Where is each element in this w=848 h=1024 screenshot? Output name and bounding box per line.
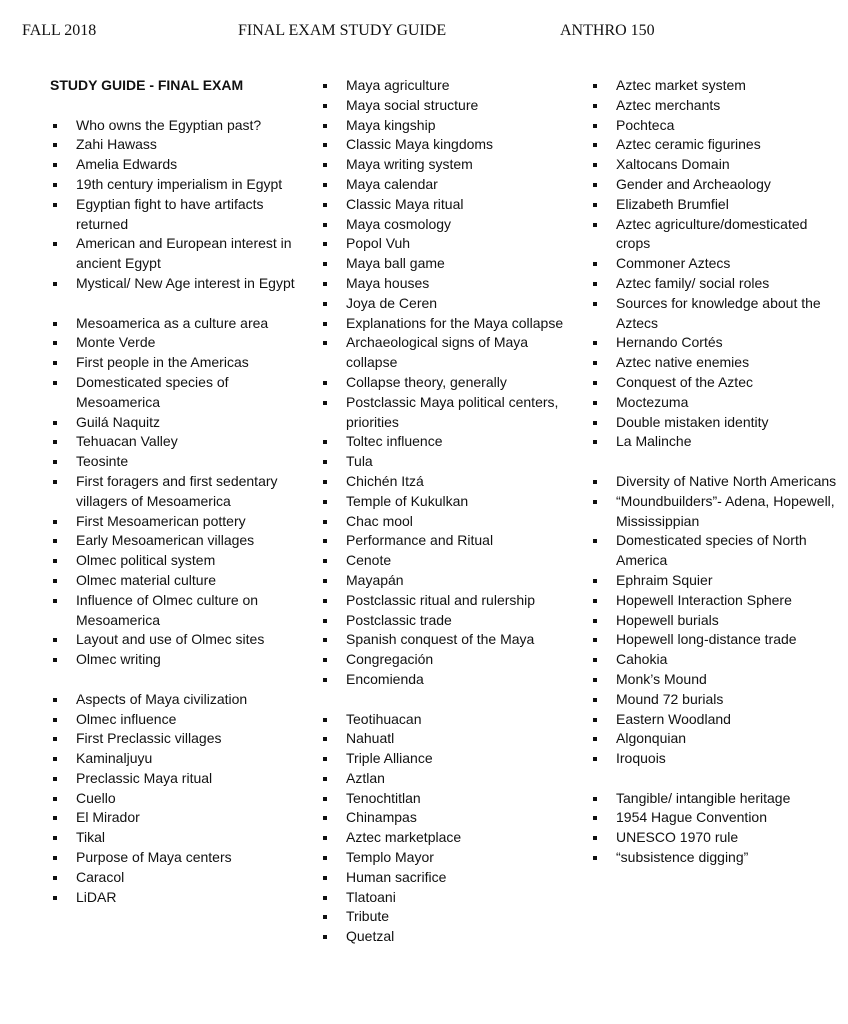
topic-item: Double mistaken identity	[588, 413, 838, 433]
topic-item: Postclassic ritual and rulership	[318, 591, 568, 611]
topic-item: Olmec material culture	[48, 571, 298, 591]
topic-item: Nahuatl	[318, 729, 568, 749]
topic-item: El Mirador	[48, 808, 298, 828]
topic-item: Amelia Edwards	[48, 155, 298, 175]
topic-item: Spanish conquest of the Maya	[318, 630, 568, 650]
topic-item: Quetzal	[318, 927, 568, 947]
topic-item: Cahokia	[588, 650, 838, 670]
topic-item: “subsistence digging”	[588, 848, 838, 868]
topic-item: Pochteca	[588, 116, 838, 136]
topic-item: Maya social structure	[318, 96, 568, 116]
page-header	[0, 22, 848, 44]
header-title: FINAL EXAM STUDY GUIDE	[238, 22, 447, 39]
topic-item: Guilá Naquitz	[48, 413, 298, 433]
topic-item: American and European interest in ancient Egypt	[48, 234, 298, 274]
topic-item: Domesticated species of Mesoamerica	[48, 373, 298, 413]
group-spacer	[318, 690, 568, 710]
topic-item: Diversity of Native North Americans	[588, 472, 838, 492]
topic-item: Cenote	[318, 551, 568, 571]
topic-item: Purpose of Maya centers	[48, 848, 298, 868]
topic-item: Algonquian	[588, 729, 838, 749]
topic-item: Triple Alliance	[318, 749, 568, 769]
topic-item: Aztec family/ social roles	[588, 274, 838, 294]
topic-item: Aztec native enemies	[588, 353, 838, 373]
topic-item: Hopewell Interaction Sphere	[588, 591, 838, 611]
topic-item: First foragers and first sedentary villagers of Mesoamerica	[48, 472, 298, 512]
topic-item: Mound 72 burials	[588, 690, 838, 710]
topic-item: Maya houses	[318, 274, 568, 294]
topic-item: Who owns the Egyptian past?	[48, 116, 298, 136]
topic-item: First Mesoamerican pottery	[48, 512, 298, 532]
topic-item: Tehuacan Valley	[48, 432, 298, 452]
topic-item: First people in the Americas	[48, 353, 298, 373]
topic-item: Aztec agriculture/domesticated crops	[588, 215, 838, 255]
topic-item: Cuello	[48, 789, 298, 809]
topic-item: Encomienda	[318, 670, 568, 690]
topic-item: Sources for knowledge about the Aztecs	[588, 294, 838, 334]
topic-item: Postclassic Maya political centers, priorities	[318, 393, 568, 433]
topic-item: Chinampas	[318, 808, 568, 828]
topic-list	[588, 789, 838, 868]
topic-item: Tikal	[48, 828, 298, 848]
topic-item: Tribute	[318, 907, 568, 927]
topic-item: Eastern Woodland	[588, 710, 838, 730]
topic-item: Early Mesoamerican villages	[48, 531, 298, 551]
topic-item: Monk’s Mound	[588, 670, 838, 690]
topic-item: Aztec market system	[588, 76, 838, 96]
topic-item: Aztlan	[318, 769, 568, 789]
topic-item: Tula	[318, 452, 568, 472]
topic-item: Archaeological signs of Maya collapse	[318, 333, 568, 373]
topic-item: Maya writing system	[318, 155, 568, 175]
topic-item: Elizabeth Brumfiel	[588, 195, 838, 215]
topic-item: Kaminaljuyu	[48, 749, 298, 769]
topic-item: Moctezuma	[588, 393, 838, 413]
topic-item: Chichén Itzá	[318, 472, 568, 492]
topic-item: Commoner Aztecs	[588, 254, 838, 274]
topic-list	[48, 690, 298, 908]
topic-item: Olmec writing	[48, 650, 298, 670]
topic-list	[318, 710, 568, 948]
topic-item: Gender and Archeaology	[588, 175, 838, 195]
group-spacer	[48, 670, 298, 690]
topic-item: Maya ball game	[318, 254, 568, 274]
topic-item: Chac mool	[318, 512, 568, 532]
topic-item: Iroquois	[588, 749, 838, 769]
topic-item: Mystical/ New Age interest in Egypt	[48, 274, 298, 294]
topic-item: Tangible/ intangible heritage	[588, 789, 838, 809]
guide-title: STUDY GUIDE - FINAL EXAM	[50, 77, 244, 93]
topic-item: Classic Maya ritual	[318, 195, 568, 215]
topic-item: Aspects of Maya civilization	[48, 690, 298, 710]
topic-list	[588, 472, 838, 769]
topic-item: Popol Vuh	[318, 234, 568, 254]
topic-item: 1954 Hague Convention	[588, 808, 838, 828]
topic-item: LiDAR	[48, 888, 298, 908]
topic-item: Tenochtitlan	[318, 789, 568, 809]
group-spacer	[588, 452, 838, 472]
topic-item: Influence of Olmec culture on Mesoamerica	[48, 591, 298, 631]
topic-item: Explanations for the Maya collapse	[318, 314, 568, 334]
topic-item: Zahi Hawass	[48, 135, 298, 155]
topic-list	[48, 116, 298, 294]
topic-item: Mayapán	[318, 571, 568, 591]
column-1	[48, 76, 298, 907]
topic-item: Maya cosmology	[318, 215, 568, 235]
topic-list	[588, 76, 838, 452]
topic-item: Postclassic trade	[318, 611, 568, 631]
topic-item: Maya agriculture	[318, 76, 568, 96]
topic-item: Mesoamerica as a culture area	[48, 314, 298, 334]
topic-item: Conquest of the Aztec	[588, 373, 838, 393]
header-course: ANTHRO 150	[560, 22, 655, 39]
topic-item: Templo Mayor	[318, 848, 568, 868]
topic-item: Congregación	[318, 650, 568, 670]
topic-item: Hernando Cortés	[588, 333, 838, 353]
topic-item: First Preclassic villages	[48, 729, 298, 749]
topic-item: Egyptian fight to have artifacts returned	[48, 195, 298, 235]
topic-item: 19th century imperialism in Egypt	[48, 175, 298, 195]
group-spacer	[588, 769, 838, 789]
column-2	[318, 76, 568, 947]
topic-item: Caracol	[48, 868, 298, 888]
topic-item: Preclassic Maya ritual	[48, 769, 298, 789]
topic-item: UNESCO 1970 rule	[588, 828, 838, 848]
topic-item: Layout and use of Olmec sites	[48, 630, 298, 650]
topic-item: Monte Verde	[48, 333, 298, 353]
topic-item: Aztec marketplace	[318, 828, 568, 848]
group-spacer	[48, 294, 298, 314]
topic-item: Xaltocans Domain	[588, 155, 838, 175]
topic-item: Collapse theory, generally	[318, 373, 568, 393]
header-term: FALL 2018	[22, 22, 97, 39]
topic-item: Maya calendar	[318, 175, 568, 195]
topic-item: Domesticated species of North America	[588, 531, 838, 571]
topic-item: Joya de Ceren	[318, 294, 568, 314]
topic-item: Maya kingship	[318, 116, 568, 136]
topic-item: Ephraim Squier	[588, 571, 838, 591]
topic-item: Performance and Ritual	[318, 531, 568, 551]
topic-item: “Moundbuilders”- Adena, Hopewell, Mississippian	[588, 492, 838, 532]
topic-item: Temple of Kukulkan	[318, 492, 568, 512]
topic-item: Teotihuacan	[318, 710, 568, 730]
topic-item: La Malinche	[588, 432, 838, 452]
topic-item: Tlatoani	[318, 888, 568, 908]
topic-item: Hopewell burials	[588, 611, 838, 631]
topic-item: Teosinte	[48, 452, 298, 472]
topic-item: Aztec ceramic figurines	[588, 135, 838, 155]
topic-item: Classic Maya kingdoms	[318, 135, 568, 155]
topic-item: Olmec influence	[48, 710, 298, 730]
topic-list	[318, 76, 568, 690]
topic-item: Olmec political system	[48, 551, 298, 571]
column-3	[588, 76, 838, 868]
topic-item: Human sacrifice	[318, 868, 568, 888]
topic-item: Toltec influence	[318, 432, 568, 452]
topic-list	[48, 314, 298, 670]
topic-item: Hopewell long-distance trade	[588, 630, 838, 650]
topic-item: Aztec merchants	[588, 96, 838, 116]
